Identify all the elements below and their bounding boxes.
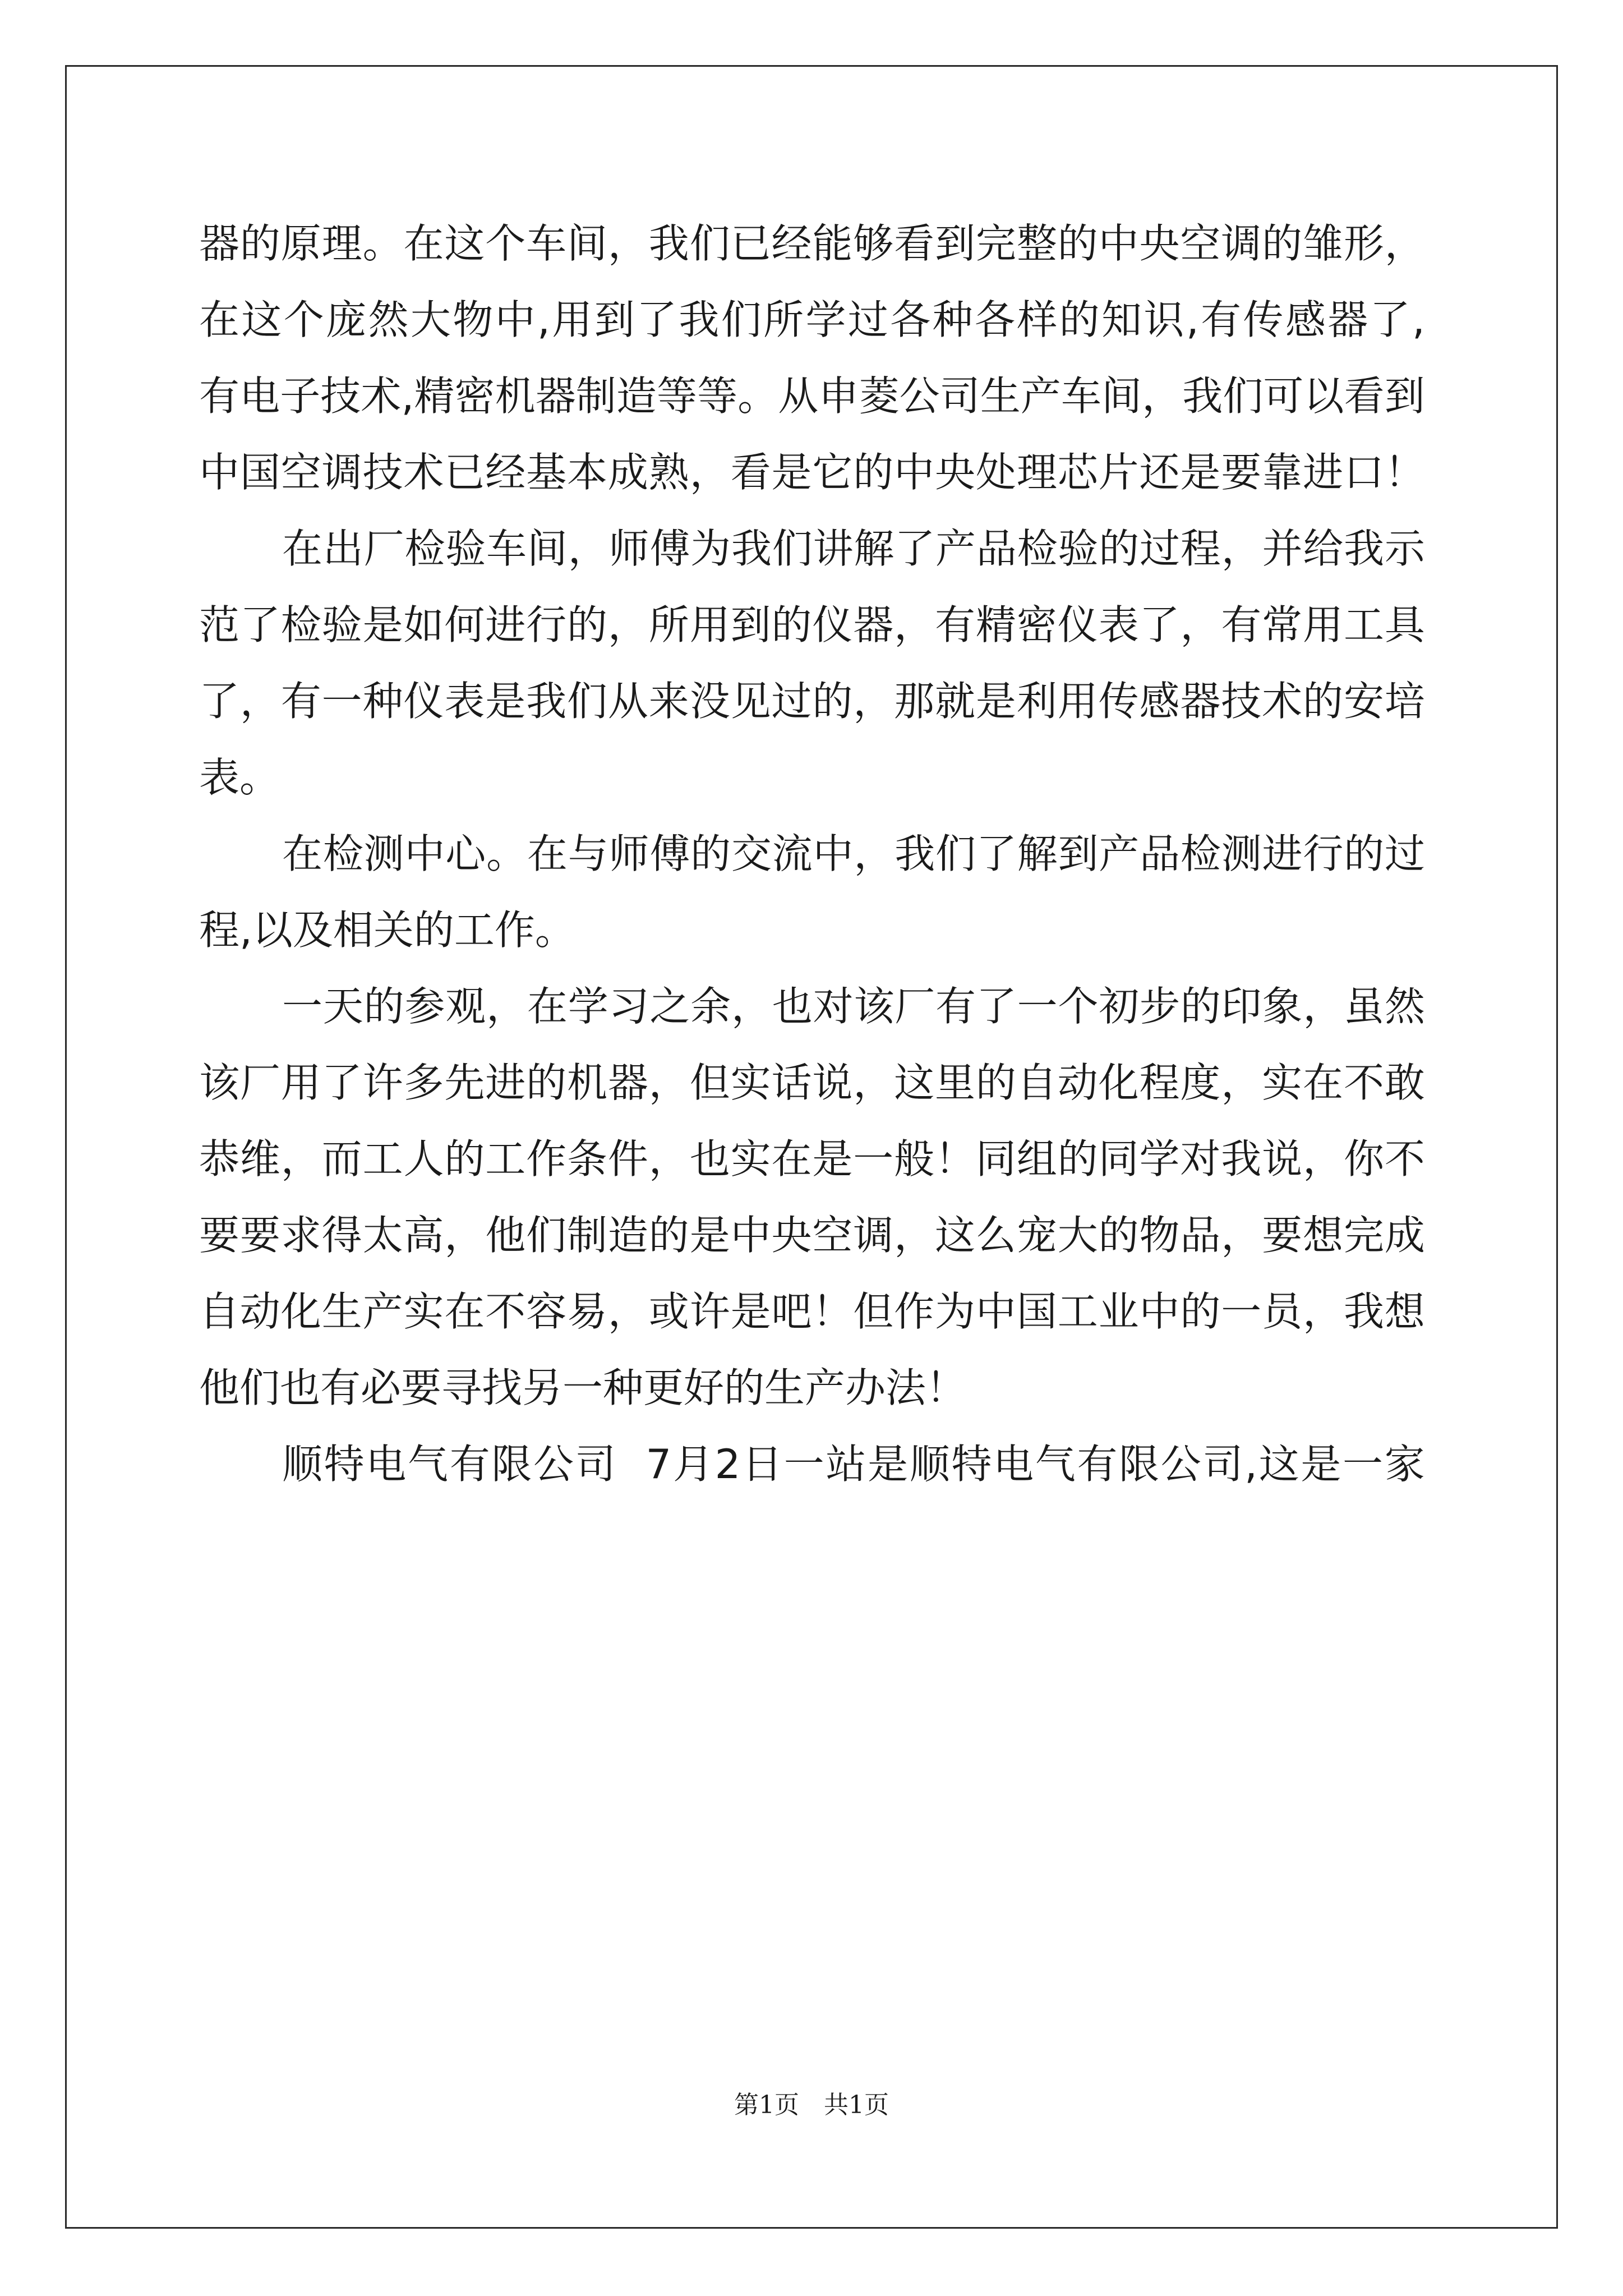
text-line: 在 这 个 庞 然 大 物 中 , 用 到 了 我 们 所 学 过 各 种 各 样 的 知 识 , 有 传 感 器 了 ,: [199, 296, 1425, 343]
page-footer: [0, 2085, 1623, 2120]
page-total: 共1页: [824, 2091, 889, 2119]
text-line: 顺 特 电 气 有 限 公 司 7 月 2 日 一 站 是 顺 特 电 气 有 限 公 司 , 这 是 一 家: [282, 1441, 1425, 1488]
text-line: 表。: [199, 754, 280, 801]
text-line: 在 出 厂 检 验 车 间 ， 师 傅 为 我 们 讲 解 了 产 品 检 验 的 过 程 ， 并 给 我 示: [282, 525, 1425, 572]
text-line: 一 天 的 参 观 ， 在 学 习 之 余 ， 也 对 该 厂 有 了 一 个 初 步 的 印 象 ， 虽 然: [282, 983, 1425, 1030]
text-line: 中 国 空 调 技 术 已 经 基 本 成 熟 ， 看 是 它 的 中 央 处 理 芯 片 还 是 要 靠 进 口 ！: [199, 449, 1425, 496]
text-line: 他们也有必要寻找另一种更好的生产办法！: [199, 1364, 967, 1411]
page-number: 第1页: [734, 2091, 799, 2119]
text-line: 器 的 原 理 。 在 这 个 车 间 ， 我 们 已 经 能 够 看 到 完 整 的 中 央 空 调 的 雏 形 ，: [199, 220, 1425, 267]
text-line: 在 检 测 中 心 。 在 与 师 傅 的 交 流 中 ， 我 们 了 解 到 产 品 检 测 进 行 的 过: [282, 830, 1425, 877]
text-line: 该 厂 用 了 许 多 先 进 的 机 器 ， 但 实 话 说 ， 这 里 的 自 动 化 程 度 ， 实 在 不 敢: [199, 1059, 1425, 1106]
text-line: 有 电 子 技 术 , 精 密 机 器 制 造 等 等 。 从 申 菱 公 司 生 产 车 间 ， 我 们 可 以 看 到: [199, 372, 1425, 420]
text-line: 范 了 检 验 是 如 何 进 行 的 ， 所 用 到 的 仪 器 ， 有 精 密 仪 表 了 ， 有 常 用 工 具: [199, 601, 1425, 648]
text-line: 恭 维 ， 而 工 人 的 工 作 条 件 ， 也 实 在 是 一 般 ！ 同 组 的 同 学 对 我 说 ， 你 不: [199, 1135, 1425, 1182]
text-line: 要 要 求 得 太 高 ， 他 们 制 造 的 是 中 央 空 调 ， 这 么 宠 大 的 物 品 ， 要 想 完 成: [199, 1212, 1425, 1259]
text-line: 自 动 化 生 产 实 在 不 容 易 ， 或 许 是 吧 ！ 但 作 为 中 国 工 业 中 的 一 员 ， 我 想: [199, 1288, 1425, 1335]
text-line: 程,以及相关的工作。: [199, 907, 575, 954]
document-body: [199, 205, 1425, 1502]
text-line: 了 ， 有 一 种 仪 表 是 我 们 从 来 没 见 过 的 ， 那 就 是 利 用 传 感 器 技 术 的 安 培: [199, 678, 1425, 725]
